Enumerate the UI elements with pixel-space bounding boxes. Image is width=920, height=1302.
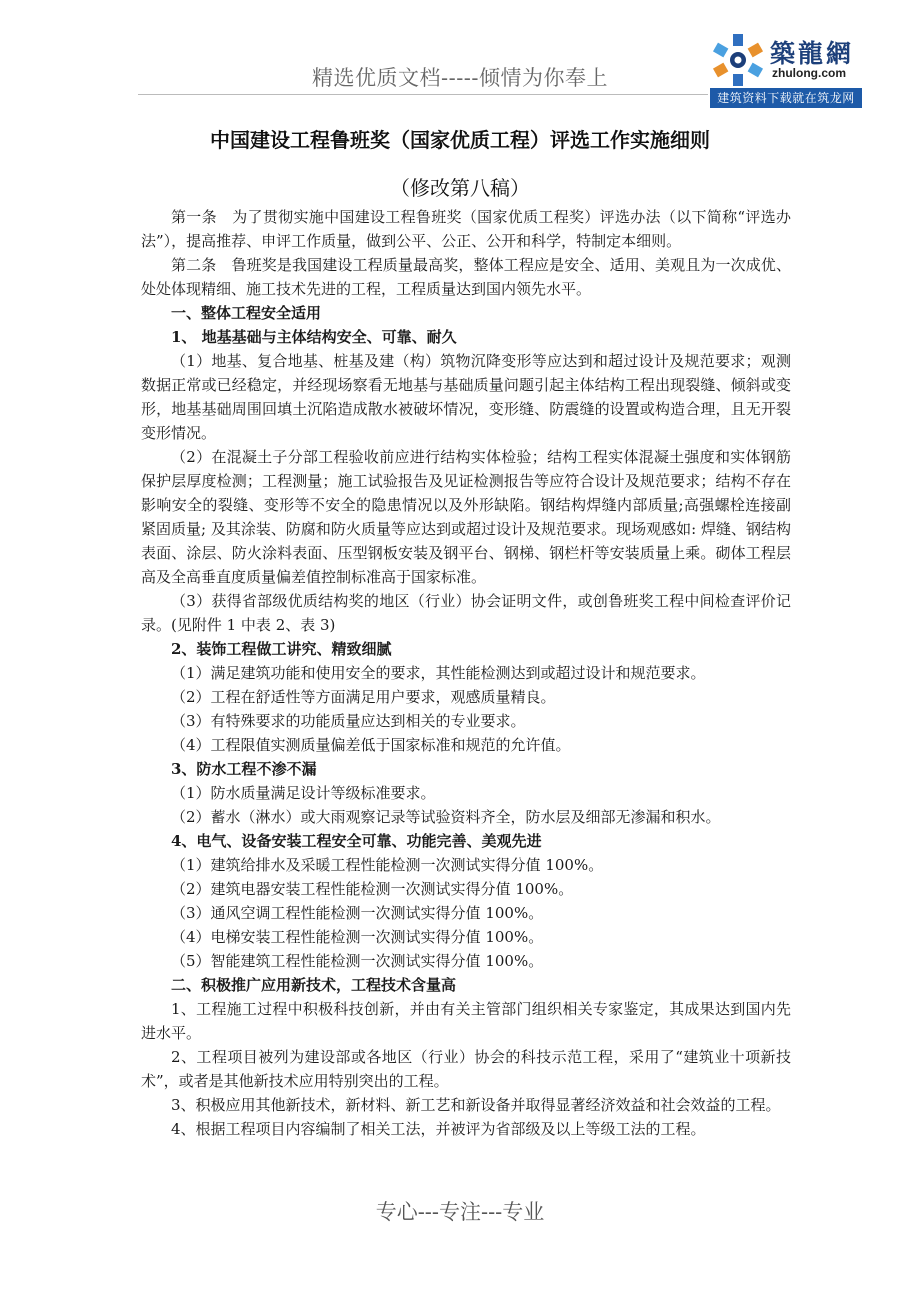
clause-paragraph: （1）满足建筑功能和使用安全的要求，其性能检测达到或超过设计和规范要求。 (171, 664, 706, 682)
article-paragraph: 第二条 鲁班奖是我国建设工程质量最高奖，整体工程应是安全、适用、美观且为一次成优、处处体现精细、施工技术先进的工程，工程质量达到国内领先水平。 (141, 256, 791, 298)
section-heading: 二、积极推广应用新技术，工程技术含量高 (171, 976, 457, 994)
subsection-heading: 2、装饰工程做工讲究、精致细腻 (171, 640, 392, 658)
zhulong-logo (710, 30, 862, 108)
section-heading: 一、整体工程安全适用 (171, 304, 322, 322)
clause-paragraph: 3、积极应用其他新技术，新材料、新工艺和新设备并取得显著经济效益和社会效益的工程。 (171, 1096, 781, 1114)
article-paragraph: 第一条 为了贯彻实施中国建设工程鲁班奖（国家优质工程奖）评选办法（以下简称“评选办法”），提高推荐、申评工作质量，做到公平、公正、公开和科学，特制定本细则。 (141, 208, 791, 250)
snowflake-logo-icon (710, 32, 766, 88)
clause-paragraph: （4）工程限值实测质量偏差低于国家标准和规范的允许值。 (171, 736, 571, 754)
logo-name-cn: 築龍網 (770, 39, 855, 68)
subsection-heading: 4、电气、设备安装工程安全可靠、功能完善、美观先进 (171, 832, 542, 850)
clause-paragraph: （1）建筑给排水及采暖工程性能检测一次测试实得分值 100%。 (171, 856, 604, 874)
clause-paragraph: 1、工程施工过程中积极科技创新，并由有关主管部门组织相关专家鉴定，其成果达到国内先进水平。 (141, 1000, 791, 1042)
clause-paragraph: （3）有特殊要求的功能质量应达到相关的专业要求。 (171, 712, 526, 730)
clause-paragraph: （5）智能建筑工程性能检测一次测试实得分值 100%。 (171, 952, 544, 970)
clause-paragraph: （3）获得省部级优质结构奖的地区（行业）协会证明文件，或创鲁班奖工程中间检查评价记录。(见附件 1 中表 2、表 3) (141, 592, 791, 634)
clause-paragraph: （4）电梯安装工程性能检测一次测试实得分值 100%。 (171, 928, 544, 946)
logo-box (710, 30, 862, 88)
clause-paragraph: 4、根据工程项目内容编制了相关工法，并被评为省部级及以上等级工法的工程。 (171, 1120, 706, 1138)
clause-paragraph: （2）在混凝土子分部工程验收前应进行结构实体检验；结构工程实体混凝土强度和实体钢筋保护层厚度检测；工程测量；施工试验报告及见证检测报告等应符合设计及规范要求；结构不存在影响安全的裂缝、变形等不安全的隐患情况以及外形缺陷。钢结构焊缝内部质量;高强螺栓连接副紧固质量; 及其涂装、防腐和防火质量等应达到或超过设计及规范要求。现场观感如: 焊缝、钢结构表面、涂层、防火涂料表面、压型钢板安装及钢平台、钢梯、钢栏杆等安装质量上乘。砌体工程层高及全高垂直度质量偏差值控制标准高于国家标准。 (141, 448, 791, 586)
header-divider (138, 94, 708, 95)
clause-paragraph: （2）工程在舒适性等方面满足用户要求，观感质量精良。 (171, 688, 556, 706)
logo-domain: zhulong.com (772, 66, 846, 80)
clause-paragraph: （1）防水质量满足设计等级标准要求。 (171, 784, 436, 802)
clause-paragraph: （3）通风空调工程性能检测一次测试实得分值 100%。 (171, 904, 544, 922)
clause-paragraph: （2）建筑电器安装工程性能检测一次测试实得分值 100%。 (171, 880, 574, 898)
clause-paragraph: （2）蓄水（淋水）或大雨观察记录等试验资料齐全，防水层及细部无渗漏和积水。 (171, 808, 721, 826)
subsection-heading: 3、防水工程不渗不漏 (171, 760, 317, 778)
subsection-heading: 1、 地基基础与主体结构安全、可靠、耐久 (171, 328, 457, 346)
clause-paragraph: （1）地基、复合地基、桩基及建（构）筑物沉降变形等应达到和超过设计及规范要求；观测数据正常或已经稳定，并经现场察看无地基与基础质量问题引起主体结构工程出现裂缝、倾斜或变形，地基基础周围回填土沉陷造成散水被破坏情况，变形缝、防震缝的设置或构造合理，且无开裂变形情况。 (141, 352, 791, 442)
page-header: 精选优质文档-----倾情为你奉上 (312, 66, 608, 90)
page-footer: 专心---专注---专业 (375, 1200, 545, 1224)
logo-tagline: 建筑资料下载就在筑龙网 (710, 88, 862, 108)
clause-paragraph: 2、工程项目被列为建设部或各地区（行业）协会的科技示范工程，采用了“建筑业十项新技术”，或者是其他新技术应用特别突出的工程。 (141, 1048, 791, 1090)
document-body (141, 205, 791, 1141)
document-title: 中国建设工程鲁班奖（国家优质工程）评选工作实施细则 (210, 128, 710, 152)
document-subtitle: （修改第八稿） (390, 176, 530, 200)
